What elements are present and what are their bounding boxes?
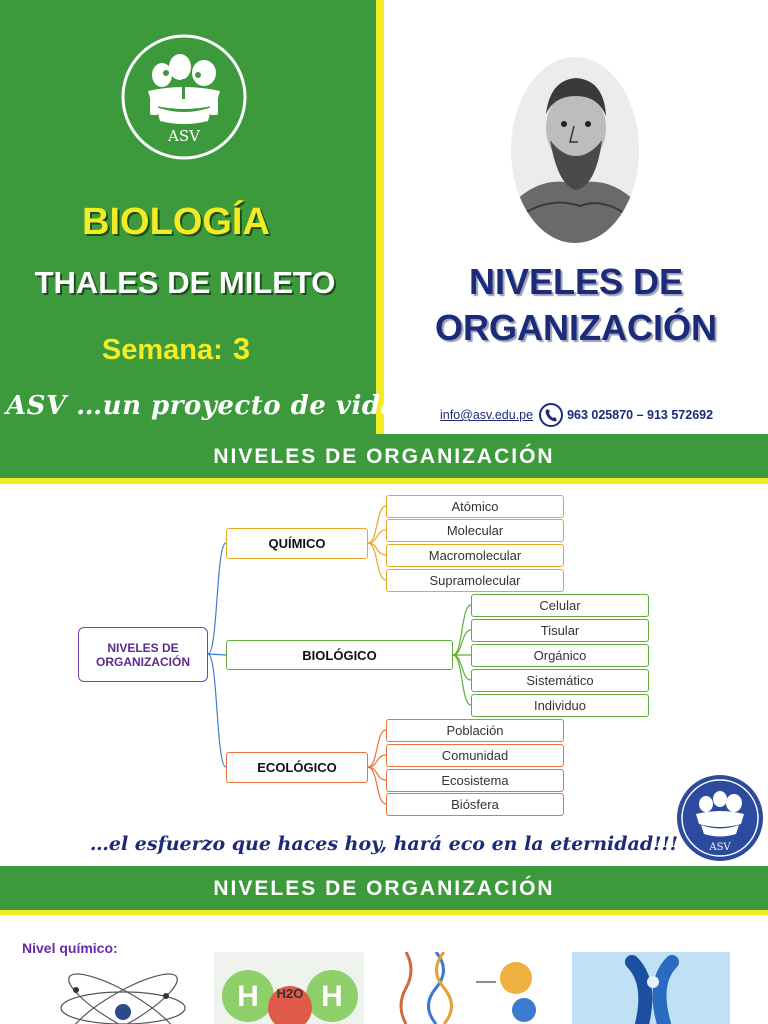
leaf-molecular: Molecular <box>386 519 564 542</box>
root-node-line1: NIVELES DE <box>107 640 179 655</box>
root-node <box>78 627 208 682</box>
leaf-celular: Celular <box>471 594 649 617</box>
slide3-title: NIVELES DE ORGANIZACIÓN <box>213 877 555 900</box>
cover-yellow-divider <box>376 0 384 434</box>
section-label: Nivel químico: <box>22 940 118 956</box>
slide2-title-band <box>0 434 768 478</box>
hydrogen-left-label: H <box>237 980 259 1013</box>
motto: …el esfuerzo que haces hoy, hará eco en la eternidad!!! <box>89 833 679 855</box>
slogan: ASV …un proyecto de vida!!! <box>6 391 434 421</box>
leaf-individuo: Individuo <box>471 694 649 717</box>
subject-title: BIOLOGÍA <box>82 201 270 243</box>
thales-portrait-image <box>510 56 640 244</box>
leaf-macromolecular: Macromolecular <box>386 544 564 567</box>
hydrogen-right-label: H <box>321 980 343 1013</box>
chromosome-image <box>572 952 730 1024</box>
dna-protein-image <box>396 952 546 1024</box>
slide2-title: NIVELES DE ORGANIZACIÓN <box>213 445 555 468</box>
asv-logo-blue <box>676 774 764 862</box>
leaf-organico: Orgánico <box>471 644 649 667</box>
asv-logo-text: ASV <box>168 127 200 145</box>
week-label: Semana: <box>101 334 223 366</box>
category-biologico: BIOLÓGICO <box>226 640 453 670</box>
root-node-line2: ORGANIZACIÓN <box>96 654 190 669</box>
slide3-title-band <box>0 866 768 910</box>
phone-icon <box>539 403 563 427</box>
leaf-biosfera: Biósfera <box>386 793 564 816</box>
atom-image <box>48 952 198 1024</box>
slide3-yellow-strip <box>0 910 768 915</box>
category-quimico: QUÍMICO <box>226 528 368 559</box>
category-ecologico: ECOLÓGICO <box>226 752 368 783</box>
asv-logo-blue-text: ASV <box>709 842 731 853</box>
leaf-atomico: Atómico <box>386 495 564 518</box>
topic-title <box>384 259 768 351</box>
contact-info <box>440 403 713 427</box>
organization-levels-diagram <box>0 484 768 824</box>
asv-logo <box>120 33 248 161</box>
email-link[interactable]: info@asv.edu.pe <box>440 408 534 422</box>
water-molecule-image <box>214 952 364 1024</box>
topic-title-line2: ORGANIZACIÓN <box>435 307 717 348</box>
leaf-supramolecular: Supramolecular <box>386 569 564 592</box>
formula-label: H2O <box>276 986 304 1001</box>
leaf-poblacion: Población <box>386 719 564 742</box>
leaf-ecosistema: Ecosistema <box>386 769 564 792</box>
week-heading <box>0 331 352 367</box>
phone-numbers: 963 025870 – 913 572692 <box>567 408 714 422</box>
school-name: THALES DE MILETO <box>34 265 336 300</box>
topic-title-line1: NIVELES DE <box>468 261 684 302</box>
leaf-sistematico: Sistemático <box>471 669 649 692</box>
leaf-tisular: Tisular <box>471 619 649 642</box>
leaf-comunidad: Comunidad <box>386 744 564 767</box>
week-number: 3 <box>232 331 251 366</box>
